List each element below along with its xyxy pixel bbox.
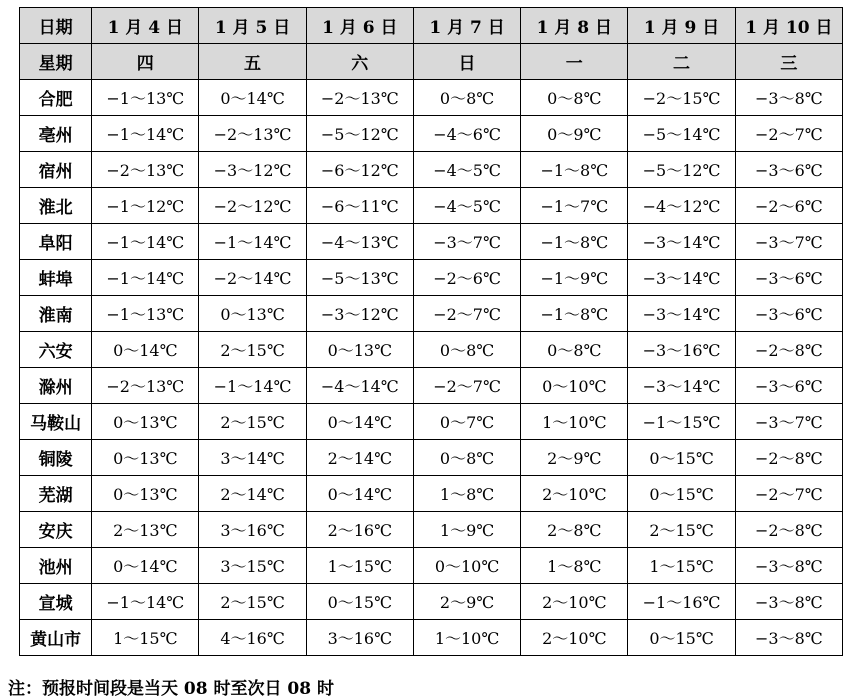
table-row (20, 260, 843, 296)
temperature-cell: −3～6℃ (735, 296, 842, 332)
temperature-cell: −3～8℃ (735, 620, 842, 656)
temperature-cell: 1～10℃ (521, 404, 628, 440)
temperature-cell: 0～8℃ (521, 332, 628, 368)
weekday-cell: 三 (735, 44, 842, 80)
city-name-cell: 淮北 (20, 188, 92, 224)
temperature-cell: −2～8℃ (735, 332, 842, 368)
temperature-cell: −2～13℃ (306, 80, 413, 116)
table-row (20, 476, 843, 512)
temperature-cell: 2～16℃ (306, 512, 413, 548)
temperature-cell: 2～14℃ (306, 440, 413, 476)
city-name-cell: 亳州 (20, 116, 92, 152)
temperature-cell: 0～13℃ (92, 476, 199, 512)
date-header-cell: 1 月 9 日 (628, 8, 735, 44)
temperature-cell: −6～12℃ (306, 152, 413, 188)
temperature-cell: −3～14℃ (628, 368, 735, 404)
temperature-cell: −3～6℃ (735, 152, 842, 188)
temperature-cell: −4～12℃ (628, 188, 735, 224)
temperature-cell: 0～8℃ (413, 80, 520, 116)
temperature-cell: 0～10℃ (413, 548, 520, 584)
temperature-cell: −2～6℃ (413, 260, 520, 296)
temperature-cell: −4～13℃ (306, 224, 413, 260)
temperature-cell: −5～12℃ (628, 152, 735, 188)
city-name-cell: 宿州 (20, 152, 92, 188)
date-corner-label: 日期 (20, 8, 92, 44)
temperature-cell: 0～14℃ (306, 476, 413, 512)
date-header-cell: 1 月 7 日 (413, 8, 520, 44)
date-header-cell: 1 月 5 日 (199, 8, 306, 44)
temperature-cell: 0～13℃ (92, 440, 199, 476)
temperature-cell: −1～14℃ (92, 260, 199, 296)
temperature-cell: −5～14℃ (628, 116, 735, 152)
temperature-cell: −2～12℃ (199, 188, 306, 224)
temperature-cell: −1～8℃ (521, 224, 628, 260)
date-header-row (20, 8, 843, 44)
temperature-cell: −3～6℃ (735, 260, 842, 296)
city-name-cell: 蚌埠 (20, 260, 92, 296)
weekday-cell: 五 (199, 44, 306, 80)
temperature-cell: 1～15℃ (306, 548, 413, 584)
city-name-cell: 合肥 (20, 80, 92, 116)
temperature-cell: −2～8℃ (735, 440, 842, 476)
temperature-cell: −5～12℃ (306, 116, 413, 152)
date-header-cell: 1 月 6 日 (306, 8, 413, 44)
temperature-cell: −1～7℃ (521, 188, 628, 224)
temperature-cell: −1～14℃ (92, 584, 199, 620)
weekday-cell: 二 (628, 44, 735, 80)
temperature-cell: −1～15℃ (628, 404, 735, 440)
table-row (20, 224, 843, 260)
temperature-cell: 0～7℃ (413, 404, 520, 440)
temperature-cell: −3～8℃ (735, 548, 842, 584)
table-row (20, 80, 843, 116)
temperature-cell: 2～8℃ (521, 512, 628, 548)
temperature-cell: 1～8℃ (521, 548, 628, 584)
temperature-cell: −1～8℃ (521, 152, 628, 188)
city-name-cell: 阜阳 (20, 224, 92, 260)
table-row (20, 116, 843, 152)
temperature-cell: −3～7℃ (735, 404, 842, 440)
temperature-cell: −3～7℃ (735, 224, 842, 260)
temperature-cell: 2～13℃ (92, 512, 199, 548)
weekday-cell: 一 (521, 44, 628, 80)
table-row (20, 404, 843, 440)
temperature-cell: 2～15℃ (199, 584, 306, 620)
city-name-cell: 六安 (20, 332, 92, 368)
temperature-cell: −2～14℃ (199, 260, 306, 296)
temperature-cell: 0～8℃ (521, 80, 628, 116)
temperature-cell: 2～10℃ (521, 620, 628, 656)
city-name-cell: 池州 (20, 548, 92, 584)
footnote: 注：预报时间段是当天 08 时至次日 08 时 (8, 679, 334, 699)
temperature-cell: 1～9℃ (413, 512, 520, 548)
temperature-cell: 0～13℃ (306, 332, 413, 368)
temperature-cell: 0～8℃ (413, 332, 520, 368)
temperature-cell: −2～13℃ (92, 368, 199, 404)
temperature-cell: −3～6℃ (735, 368, 842, 404)
temperature-cell: −6～11℃ (306, 188, 413, 224)
table-row (20, 296, 843, 332)
temperature-cell: −1～14℃ (92, 224, 199, 260)
temperature-cell: 2～9℃ (413, 584, 520, 620)
city-name-cell: 淮南 (20, 296, 92, 332)
temperature-cell: −1～13℃ (92, 296, 199, 332)
temperature-cell: −4～5℃ (413, 188, 520, 224)
temperature-cell: 0～14℃ (199, 80, 306, 116)
temperature-cell: 0～15℃ (628, 476, 735, 512)
date-header-cell: 1 月 10 日 (735, 8, 842, 44)
temperature-cell: −3～7℃ (413, 224, 520, 260)
temperature-cell: 0～10℃ (521, 368, 628, 404)
city-name-cell: 铜陵 (20, 440, 92, 476)
temperature-cell: −3～8℃ (735, 584, 842, 620)
temperature-cell: −3～16℃ (628, 332, 735, 368)
weekday-corner-label: 星期 (20, 44, 92, 80)
temperature-cell: 0～14℃ (92, 548, 199, 584)
temperature-cell: −2～7℃ (735, 476, 842, 512)
table-row (20, 368, 843, 404)
city-name-cell: 马鞍山 (20, 404, 92, 440)
temperature-cell: 4～16℃ (199, 620, 306, 656)
weekday-cell: 日 (413, 44, 520, 80)
weekday-cell: 四 (92, 44, 199, 80)
temperature-cell: −4～5℃ (413, 152, 520, 188)
temperature-cell: −1～9℃ (521, 260, 628, 296)
temperature-cell: −1～8℃ (521, 296, 628, 332)
temperature-cell: 2～9℃ (521, 440, 628, 476)
temperature-cell: −2～13℃ (92, 152, 199, 188)
table-row (20, 512, 843, 548)
temperature-cell: 3～15℃ (199, 548, 306, 584)
temperature-cell: 2～14℃ (199, 476, 306, 512)
table-row (20, 548, 843, 584)
temperature-cell: −2～8℃ (735, 512, 842, 548)
temperature-cell: −2～7℃ (735, 116, 842, 152)
table-row (20, 332, 843, 368)
temperature-cell: 1～10℃ (413, 620, 520, 656)
temperature-cell: −2～7℃ (413, 368, 520, 404)
city-name-cell: 芜湖 (20, 476, 92, 512)
temperature-cell: −1～14℃ (199, 368, 306, 404)
temperature-cell: −1～12℃ (92, 188, 199, 224)
temperature-cell: −5～13℃ (306, 260, 413, 296)
temperature-cell: 2～10℃ (521, 584, 628, 620)
temperature-cell: −3～14℃ (628, 260, 735, 296)
temperature-cell: 3～16℃ (199, 512, 306, 548)
city-name-cell: 安庆 (20, 512, 92, 548)
temperature-cell: −3～12℃ (306, 296, 413, 332)
temperature-cell: 1～15℃ (92, 620, 199, 656)
temperature-cell: −4～14℃ (306, 368, 413, 404)
temperature-cell: 0～13℃ (92, 404, 199, 440)
temperature-cell: −1～13℃ (92, 80, 199, 116)
temperature-cell: 1～8℃ (413, 476, 520, 512)
temperature-cell: 3～16℃ (306, 620, 413, 656)
temperature-cell: 0～15℃ (628, 440, 735, 476)
weekday-cell: 六 (306, 44, 413, 80)
temperature-cell: 0～9℃ (521, 116, 628, 152)
date-header-cell: 1 月 8 日 (521, 8, 628, 44)
temperature-cell: 2～10℃ (521, 476, 628, 512)
temperature-cell: 2～15℃ (199, 404, 306, 440)
temperature-cell: 0～15℃ (306, 584, 413, 620)
temperature-cell: −3～12℃ (199, 152, 306, 188)
temperature-cell: −2～15℃ (628, 80, 735, 116)
table-row (20, 620, 843, 656)
temperature-cell: 1～15℃ (628, 548, 735, 584)
temperature-cell: −1～16℃ (628, 584, 735, 620)
temperature-cell: 0～15℃ (628, 620, 735, 656)
temperature-cell: 0～13℃ (199, 296, 306, 332)
temperature-cell: 0～14℃ (92, 332, 199, 368)
table-row (20, 188, 843, 224)
table-row (20, 440, 843, 476)
temperature-cell: −2～13℃ (199, 116, 306, 152)
table-row (20, 152, 843, 188)
date-header-cell: 1 月 4 日 (92, 8, 199, 44)
table-row (20, 584, 843, 620)
city-name-cell: 滁州 (20, 368, 92, 404)
city-name-cell: 宣城 (20, 584, 92, 620)
temperature-cell: −3～14℃ (628, 296, 735, 332)
weekday-header-row (20, 44, 843, 80)
temperature-cell: −4～6℃ (413, 116, 520, 152)
temperature-cell: −2～6℃ (735, 188, 842, 224)
temperature-cell: −1～14℃ (92, 116, 199, 152)
temperature-cell: −1～14℃ (199, 224, 306, 260)
temperature-cell: 0～8℃ (413, 440, 520, 476)
temperature-cell: 3～14℃ (199, 440, 306, 476)
temperature-cell: 2～15℃ (199, 332, 306, 368)
city-name-cell: 黄山市 (20, 620, 92, 656)
temperature-cell: −3～8℃ (735, 80, 842, 116)
temperature-cell: 2～15℃ (628, 512, 735, 548)
temperature-cell: −3～14℃ (628, 224, 735, 260)
temperature-cell: −2～7℃ (413, 296, 520, 332)
temperature-cell: 0～14℃ (306, 404, 413, 440)
forecast-table (19, 7, 843, 656)
